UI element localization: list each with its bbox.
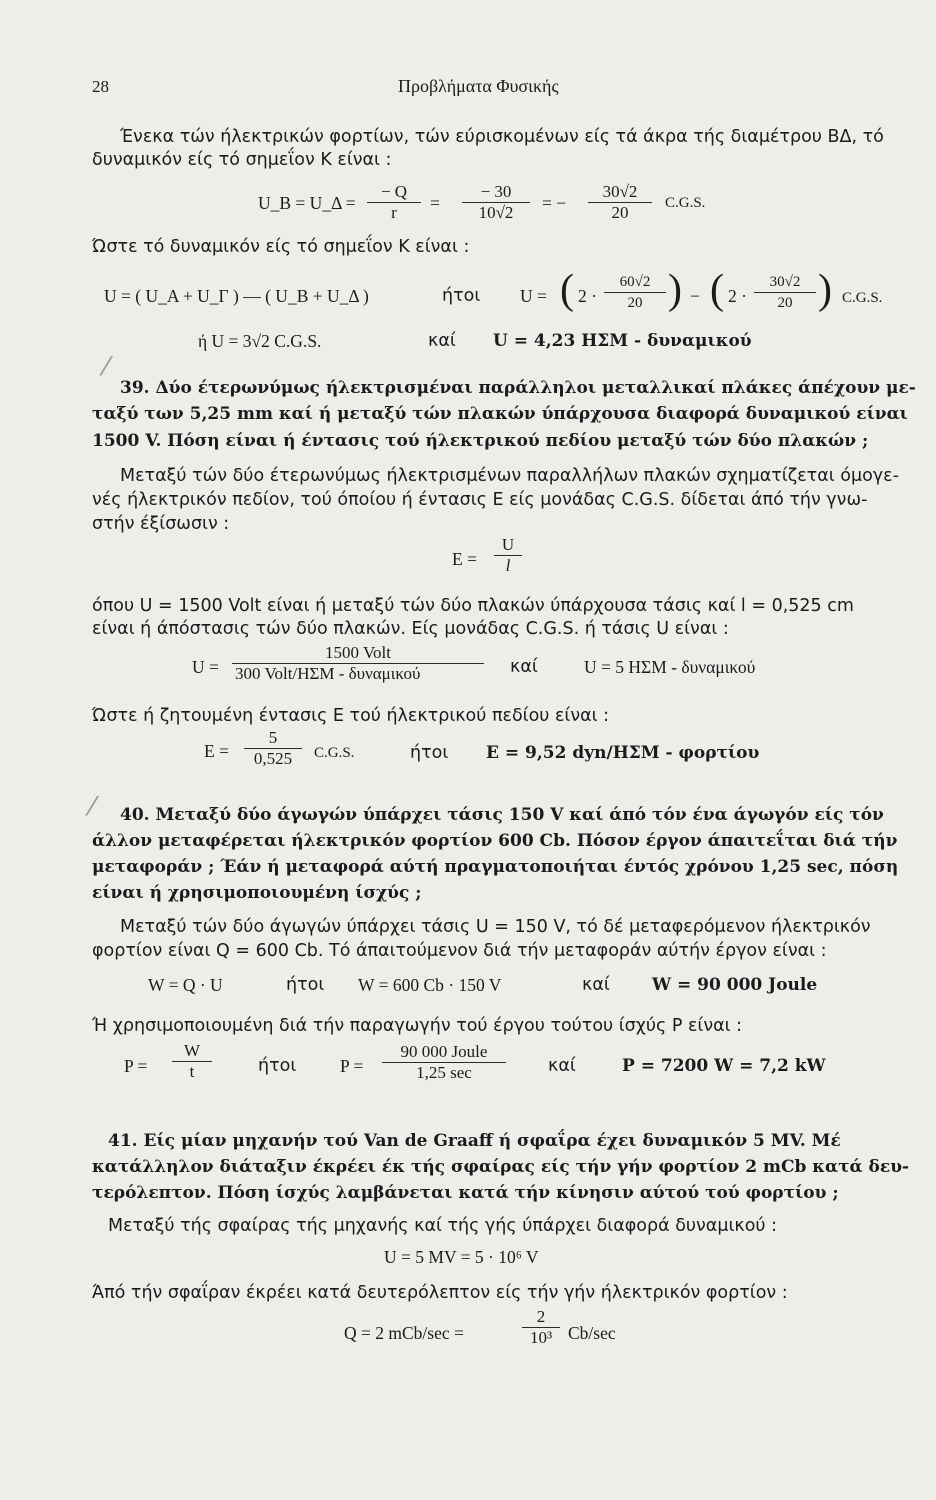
- equation-p-lhs: P =: [124, 1056, 148, 1076]
- fraction-numerator: 30√2: [602, 182, 638, 201]
- equation-ub-lhs: U_B = U_Δ =: [258, 193, 356, 213]
- equation-u-sum: U = ( U_A + U_Γ ) — ( U_B + U_Δ ): [104, 286, 369, 306]
- pencil-tick-mark-2: ⁄: [90, 792, 95, 822]
- fraction-denominator: 20: [777, 295, 793, 311]
- pencil-tick-mark: ⁄: [104, 352, 109, 382]
- fraction-numerator: 5: [268, 728, 278, 747]
- problem-39-line-2: ταξύ των 5,25 mm καί ή μεταξύ τών πλακών ύπάρχουσα διαφορά δυναμικού είναι: [92, 404, 908, 424]
- fraction-u-over-l: [494, 535, 522, 576]
- problem-40-line-2: άλλον μεταφέρεται ήλεκτρικόν φορτίον 600 Cb. Πόσον έργον άπαιτεΐται διά τήν: [92, 831, 898, 851]
- result-p-7200: P = 7200 W = 7,2 kW: [622, 1056, 826, 1076]
- paren-open-2: (: [710, 267, 724, 313]
- word-itoi-4: ήτοι: [258, 1056, 297, 1076]
- problem-41-line-2: κατάλληλον διάταξιν έκρέει έκ τής σφαίρας είς τήν γήν φορτίον 2 mCb κατά δευ-: [92, 1157, 910, 1177]
- result-e-952: E = 9,52 dyn/ΗΣΜ - φορτίου: [486, 743, 760, 763]
- fraction-denominator: 300 Volt/ΗΣΜ - δυναμικού: [235, 664, 421, 683]
- problem-40-line-3: μεταφοράν ; Έάν ή μεταφορά αύτή πραγματοποιήται έντός χρόνου 1,25 sec, πόση: [92, 857, 899, 877]
- solution-39-line-6: Ώστε ή ζητουμένη έντασις Ε τού ήλεκτρικού πεδίου είναι :: [92, 706, 610, 726]
- intro-line-3: Ώστε τό δυναμικόν είς τό σημεΐον Κ είναι :: [92, 237, 470, 257]
- equation-e-lhs: E =: [452, 549, 477, 569]
- solution-39-line-2: νές ήλεκτρικόν πεδίον, τού όποίου ή έντασις Ε είς μονάδας C.G.S. δίδεται άπό τήν γνω-: [92, 490, 868, 510]
- minus-sign: −: [690, 286, 700, 306]
- fraction-numerator: 90 000 Joule: [400, 1042, 488, 1061]
- fraction-joule-over-sec: [382, 1042, 506, 1083]
- word-kai-3: καί: [582, 975, 610, 995]
- fraction-q-over-r: [367, 182, 421, 223]
- solution-40-line-2: φορτίον είναι Q = 600 Cb. Τό άπαιτούμενον διά τήν μεταφοράν αύτήν έργον είναι :: [92, 941, 827, 961]
- problem-41-line-1: 41. Είς μίαν μηχανήν τού Van de Graaff ή σφαΐρα έχει δυναμικόν 5 MV. Μέ: [108, 1131, 841, 1151]
- word-itoi-2: ήτοι: [410, 743, 449, 763]
- solution-40-line-3: Ή χρησιμοποιουμένη διά τήν παραγωγήν τού έργου τούτου ίσχύς P είναι :: [92, 1016, 743, 1036]
- fraction-w-over-t: [172, 1041, 212, 1082]
- solution-39-line-3: στήν έξίσωσιν :: [92, 514, 230, 534]
- fraction-5-over-0525: [244, 728, 302, 769]
- unit-cgs-3: C.G.S.: [314, 745, 355, 761]
- equals-sign: =: [430, 193, 440, 213]
- paren-close-1: ): [668, 267, 682, 313]
- result-u-423: U = 4,23 ΗΣΜ - δυναμικού: [493, 331, 752, 351]
- word-itoi: ήτοι: [442, 286, 481, 306]
- equation-u-eq: U =: [520, 286, 547, 306]
- fraction-numerator: 60√2: [619, 274, 651, 290]
- fraction-numerator: 1500 Volt: [325, 643, 391, 662]
- fraction-30-over-10root2: [462, 182, 530, 223]
- equation-u-lhs: U =: [192, 657, 219, 677]
- solution-41-line-2: Άπό τήν σφαΐραν έκρέει κατά δευτερόλεπτον είς τήν γήν ήλεκτρικόν φορτίον :: [92, 1283, 788, 1303]
- equation-e-lhs-2: E =: [204, 741, 229, 761]
- solution-41-line-1: Μεταξύ τής σφαίρας τής μηχανής καί τής γής ύπάρχει διαφορά δυναμικού :: [108, 1216, 777, 1236]
- equation-p-lhs-2: P =: [340, 1056, 364, 1076]
- problem-40-line-4: είναι ή χρησιμοποιουμένη ίσχύς ;: [92, 883, 422, 903]
- fraction-60root2-over-20: [604, 272, 666, 313]
- fraction-denominator: t: [189, 1062, 195, 1081]
- term-2-times-b: 2 ·: [728, 286, 747, 306]
- equals-minus: = −: [542, 193, 567, 213]
- term-2-times: 2 ·: [578, 286, 597, 306]
- fraction-denominator: l: [505, 556, 511, 575]
- paren-open-1: (: [560, 267, 574, 313]
- unit-cb-per-sec: Cb/sec: [568, 1323, 616, 1343]
- intro-line-2: δυναμικόν είς τό σημεΐον Κ είναι :: [92, 150, 392, 170]
- fraction-2-over-10cubed: [522, 1307, 560, 1348]
- fraction-denominator: 1,25 sec: [416, 1063, 472, 1082]
- fraction-numerator: − Q: [380, 182, 408, 201]
- word-kai: καί: [428, 331, 456, 351]
- fraction-numerator: 30√2: [769, 274, 801, 290]
- fraction-numerator: W: [183, 1041, 201, 1060]
- fraction-denominator: 20: [611, 203, 629, 222]
- problem-39-line-1: 39. Δύο έτερωνύμως ήλεκτρισμέναι παράλληλοι μεταλλικαί πλάκες άπέχουν με-: [120, 378, 916, 398]
- fraction-denominator: 20: [627, 295, 643, 311]
- page-number: 28: [92, 77, 109, 96]
- fraction-numerator: U: [501, 535, 515, 554]
- fraction-denominator: 10³: [529, 1328, 553, 1347]
- word-kai-4: καί: [548, 1056, 576, 1076]
- result-u-5: U = 5 ΗΣΜ - δυναμικού: [584, 657, 756, 677]
- fraction-denominator: 10√2: [478, 203, 514, 222]
- fraction-30root2-over-20: [588, 182, 652, 223]
- solution-39-line-1: Μεταξύ τών δύο έτερωνύμως ήλεκτρισμένων παραλλήλων πλακών σχηματίζεται όμογε-: [120, 466, 899, 486]
- unit-cgs: C.G.S.: [665, 195, 706, 211]
- fraction-denominator: 0,525: [253, 749, 293, 768]
- fraction-numerator: − 30: [480, 182, 512, 201]
- paren-close-2: ): [818, 267, 832, 313]
- fraction-volt-conversion: [232, 643, 484, 684]
- equation-u-3root2: ή U = 3√2 C.G.S.: [198, 331, 322, 351]
- running-title: Προβλήματα Φυσικής: [398, 76, 559, 96]
- fraction-denominator: r: [391, 203, 397, 222]
- fraction-numerator: 2: [536, 1307, 546, 1326]
- problem-41-line-3: τερόλεπτον. Πόση ίσχύς λαμβάνεται κατά τήν κίνησιν αύτού τού φορτίου ;: [92, 1183, 839, 1203]
- problem-40-line-1: 40. Μεταξύ δύο άγωγών ύπάρχει τάσις 150 V καί άπό τόν ένα άγωγόν είς τόν: [120, 805, 884, 825]
- solution-39-line-4: όπου U = 1500 Volt είναι ή μεταξύ τών δύο πλακών ύπάρχουσα τάσις καί l = 0,525 cm: [92, 596, 854, 616]
- unit-cgs-2: C.G.S.: [842, 290, 883, 306]
- equation-q-lhs: Q = 2 mCb/sec =: [344, 1323, 464, 1343]
- equation-w-qu: W = Q · U: [148, 975, 223, 995]
- solution-40-line-1: Μεταξύ τών δύο άγωγών ύπάρχει τάσις U = 150 V, τό δέ μεταφερόμενον ήλεκτρικόν: [120, 917, 871, 937]
- equation-u-5mv: U = 5 MV = 5 · 10⁶ V: [384, 1247, 539, 1267]
- problem-39-line-3: 1500 V. Πόση είναι ή έντασις τού ήλεκτρικού πεδίου μεταξύ τών δύο πλακών ;: [92, 431, 869, 451]
- equation-w-values: W = 600 Cb · 150 V: [358, 975, 502, 995]
- intro-line-1: Ένεκα τών ήλεκτρικών φορτίων, τών εύρισκομένων είς τά άκρα τής διαμέτρου ΒΔ, τό: [120, 127, 884, 147]
- fraction-30root2-over-20-b: [754, 272, 816, 313]
- solution-39-line-5: είναι ή άπόστασις τών δύο πλακών. Είς μονάδας C.G.S. ή τάσις U είναι :: [92, 619, 729, 639]
- result-w-90000: W = 90 000 Joule: [652, 975, 818, 995]
- word-kai-2: καί: [510, 657, 538, 677]
- word-itoi-3: ήτοι: [286, 975, 325, 995]
